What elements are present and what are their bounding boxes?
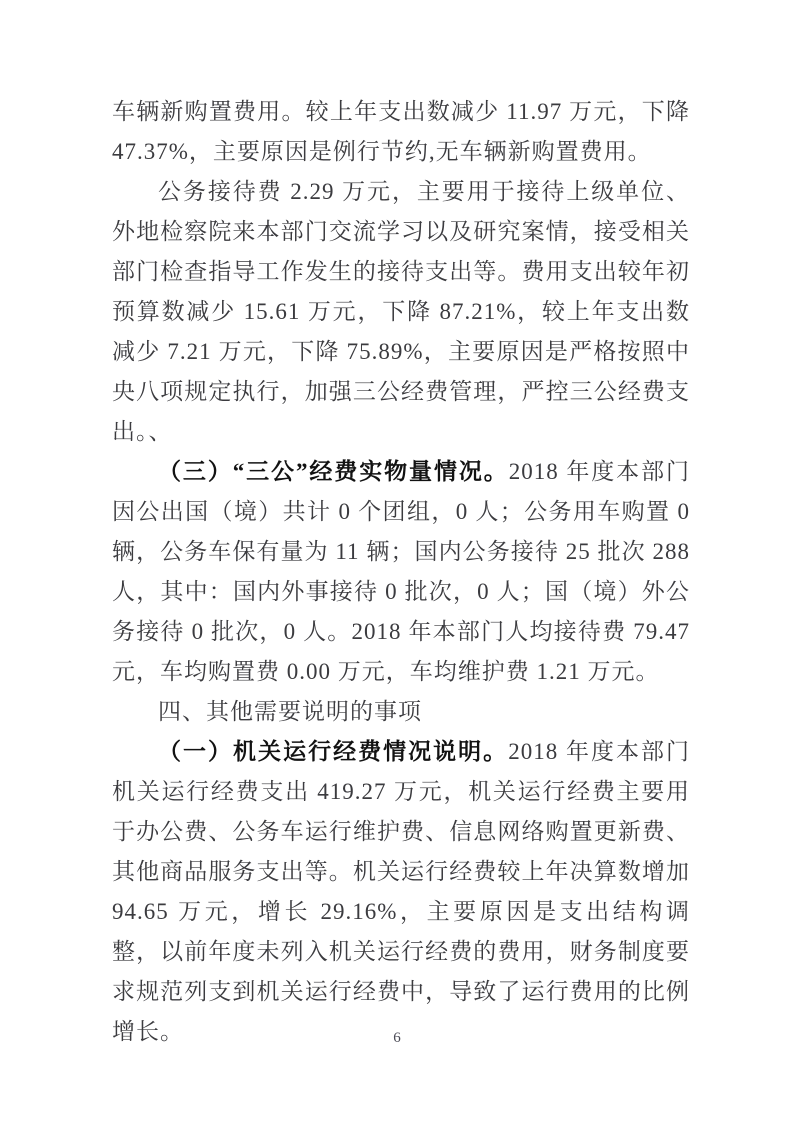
paragraph-text: 四、其他需要说明的事项 (158, 699, 422, 724)
page-footer (0, 1030, 794, 1047)
paragraph-official-reception-fee (112, 172, 690, 452)
document-body (112, 92, 690, 1052)
paragraph-text: 2018 年度本部门因公出国（境）共计 0 个团组，0 人；公务用车购置 0 辆，公务车保有量为 11 辆；国内公务接待 25 批次 288 人，其中：国内外事接待 0 批次，0 人；国（境）外公务接待 0 批次，0 人。2018 年本部门人均接待费 79.47 元，车均购置费 0.00 万元，车均维护费 1.21 万元。 (112, 459, 691, 684)
paragraph-text: 车辆新购置费用。较上年支出数减少 11.97 万元，下降 47.37%，主要原因是例行节约,无车辆新购置费用。 (112, 99, 690, 164)
paragraph-text: 2018 年度本部门机关运行经费支出 419.27 万元，机关运行经费主要用于办公费、公务车运行维护费、信息网络购置更新费、其他商品服务支出等。机关运行经费较上年决算数增加 94.65 万元，增长 29.16%，主要原因是支出结构调整，以前年度未列入机关运行经费的费用，财务制度要求规范列支到机关运行经费中，导致了运行费用的比例增长。 (112, 739, 691, 1044)
section-heading-three-public-expenses: （三）“三公”经费实物量情况。 (158, 459, 509, 484)
paragraph-text: 公务接待费 2.29 万元，主要用于接待上级单位、外地检察院来本部门交流学习以及研究案情，接受相关部门检查指导工作发生的接待支出等。费用支出较年初预算数减少 15.61 万元，下降 87.21%，较上年支出数减少 7.21 万元，下降 75.89%，主要原因是严格按照中央八项规定执行，加强三公经费管理，严控三公经费支出。、 (112, 179, 690, 444)
section-heading-agency-operating-expenses: （一）机关运行经费情况说明。 (158, 739, 509, 764)
page-number: 6 (393, 1030, 401, 1046)
paragraph-vehicle-purchase-continuation (112, 92, 690, 172)
section-heading-other-matters (112, 692, 690, 732)
paragraph-three-public-expenses-physical-quantity (112, 452, 690, 692)
paragraph-agency-operating-expenses (112, 732, 690, 1052)
